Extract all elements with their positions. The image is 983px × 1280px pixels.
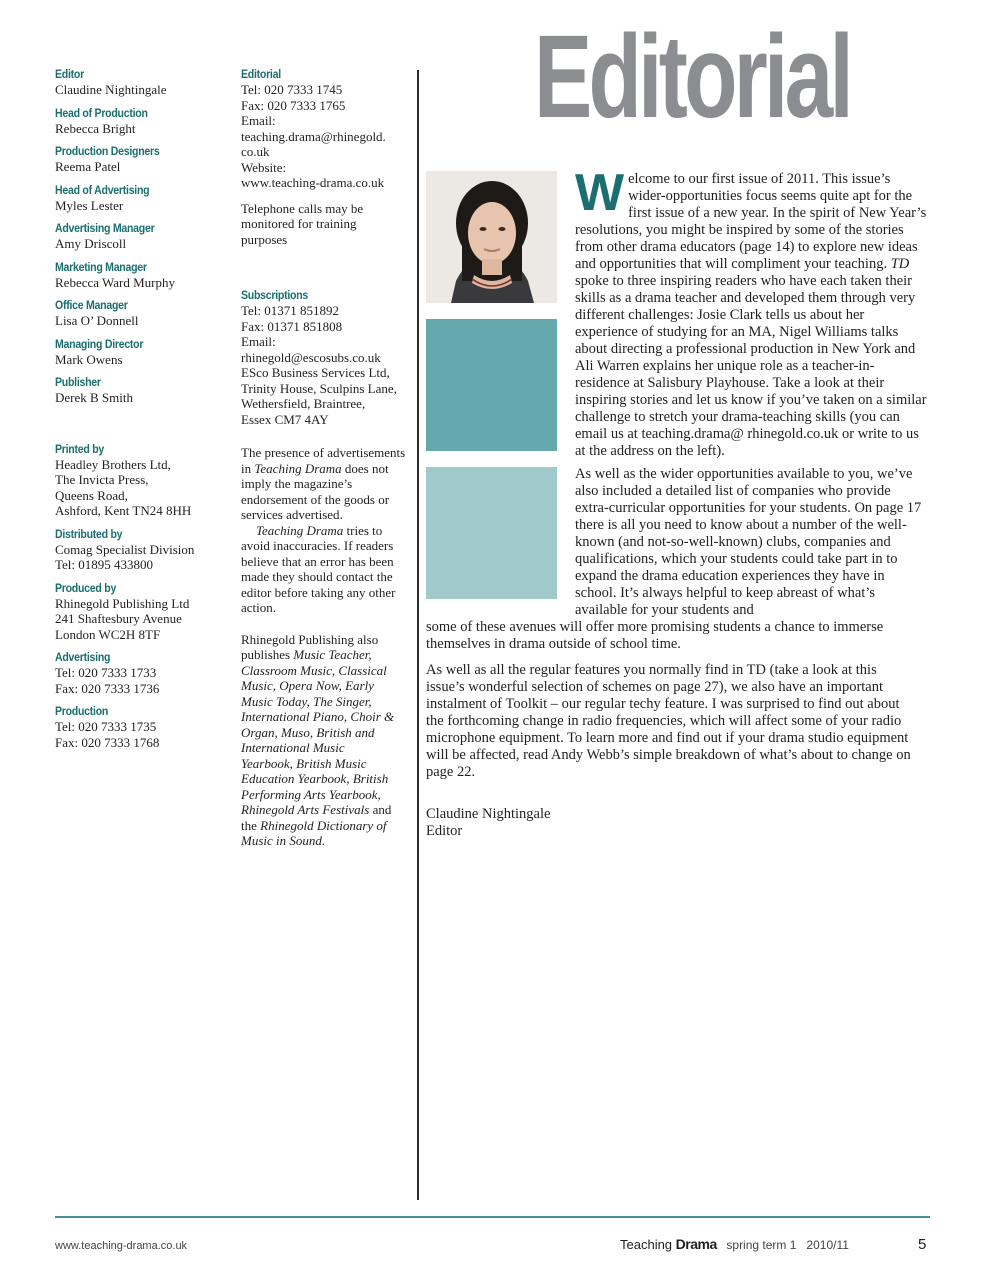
staff-entry <box>55 66 225 98</box>
signature-role: Editor <box>426 823 463 839</box>
staff-entry <box>55 182 225 214</box>
staff-column <box>55 66 225 757</box>
staff-name: Derek B Smith <box>55 390 133 405</box>
staff-name: Reema Patel <box>55 159 121 174</box>
staff-name: Myles Lester <box>55 197 124 213</box>
staff-entry <box>55 105 225 137</box>
website-link[interactable]: www.teaching-drama.co.uk <box>241 175 385 190</box>
footer-url[interactable]: www.teaching-drama.co.uk <box>55 1240 188 1252</box>
footer-term: spring term 1 2010/11 <box>726 1238 849 1252</box>
distributed-by-label: Distributed by <box>55 526 123 541</box>
page-title: Editorial <box>534 11 851 143</box>
staff-name: Mark Owens <box>55 351 123 367</box>
staff-role: Head of Advertising <box>55 182 150 197</box>
editorial-contact-lines: Tel: 020 7333 1745 Fax: 020 7333 1765 Email: teaching.drama@rhinegold. co.uk Website: www.teaching-drama.co.uk <box>241 82 411 191</box>
footer-mag-drama: Drama <box>675 1236 717 1252</box>
staff-entry <box>55 259 225 291</box>
staff-name: Amy Driscoll <box>55 236 127 251</box>
staff-role: Head of Production <box>55 105 148 120</box>
article-paragraph-1: Welcome to our first issue of 2011. This issue’s wider-opportunities focus seems quite apt for the first issue of a new year. In the spirit of New Year’s resolutions, you might be inspired by some of the stories from other drama educators (page 14) to explore new ideas and opportunities that will compliment your teaching. TD spoke to three inspiring readers who have each taken their skills as a drama teacher and developed them through very different challenges: Josie Clark tells us about her experience of studying for an MA, Nigel Williams talks about directing a professional production in New York and Ali Warren explains her unique role as a teacher-in-residence at Salisbury Playhouse. Take a look at their inspiring stories and let us know if you’ve taken on a similar challenge to stretch your drama-teaching skills (you can email us at teaching.drama@ rhinegold.co.uk or write to us at the address on the left). <box>575 164 927 459</box>
distributed-by-lines: Comag Specialist Division Tel: 01895 433800 <box>55 541 195 572</box>
printed-by-lines: Headley Brothers Ltd, The Invicta Press, Queens Road, Ashford, Kent TN24 8HH <box>55 456 192 518</box>
staff-role: Managing Director <box>55 336 144 351</box>
teal-block <box>426 319 557 451</box>
advertising-disclaimer: The presence of advertisements in Teaching Drama does not imply the magazine’s endorsement of the goods or services advertised. <box>241 445 406 522</box>
production-label: Production <box>55 704 109 718</box>
production-lines: Tel: 020 7333 1735 Fax: 020 7333 1768 <box>55 719 160 750</box>
article-paragraph-2-continued: some of these avenues will offer more promising students a chance to immerse themselves in drama outside of school time. <box>426 619 884 652</box>
printed-by-label: Printed by <box>55 441 105 456</box>
staff-entry <box>55 220 225 252</box>
accuracy-disclaimer: Teaching Drama tries to avoid inaccuracies. If readers believe that an error has been made they should contact the editor before taking any other action. <box>241 522 396 615</box>
publications-list: Rhinegold Publishing also publishes Music Teacher, Classroom Music, Classical Music, Opera Now, Early Music Today, The Singer, International Piano, Choir & Organ, Muso, British and International Music Yearbook, British Music Education Yearbook, British Performing Arts Yearbook, Rhinegold Arts Festivals and the Rhinegold Dictionary of Music in Sound. <box>241 631 395 848</box>
subscriptions-label: Subscriptions <box>241 288 308 302</box>
produced-by-lines: Rhinegold Publishing Ltd 241 Shaftesbury Avenue London WC2H 8TF <box>55 595 190 642</box>
distributed-by <box>55 526 225 573</box>
signature <box>426 806 726 840</box>
editorial-contact-label: Editorial <box>241 67 281 81</box>
article-paragraph-2: As well as the wider opportunities available to you, we’ve also included a detailed list of companies who provide extra-curricular opportunities for your students. On page 17 there is all you need to know about a number of the well-known (and not-so-well-known) clubs, companies and qualifications, which your students could take part in to expand the drama education experiences they have in school. It’s always helpful to keep abreast of what’s available for your students and <box>575 466 922 618</box>
staff-entry <box>55 143 225 175</box>
editor-portrait-illustration <box>426 171 557 303</box>
staff-entry <box>55 336 225 368</box>
footer-mag-teaching: Teaching <box>620 1237 673 1252</box>
staff-role: Office Manager <box>55 298 128 312</box>
staff-role: Advertising Manager <box>55 221 155 235</box>
staff-name: Rebecca Bright <box>55 120 136 136</box>
staff-list <box>55 66 225 406</box>
advertising-contact <box>55 649 225 696</box>
article-paragraph-3: As well as all the regular features you normally find in TD (take a look at this issue’s wonderful selection of schemes on page 27), we also have an important instalment of Toolkit – our regular techy feature. I was surprised to find out about the forthcoming change in radio frequencies, which will affect some of your radio microphone equipment. To learn more and find out if your drama studio equipment will be affected, read Andy Webb’s simple breakdown of what’s about to change on page 22. <box>426 662 911 780</box>
staff-entry <box>55 297 225 329</box>
staff-role: Marketing Manager <box>55 259 147 274</box>
staff-role: Publisher <box>55 375 101 389</box>
page-number: 5 <box>918 1236 927 1253</box>
advertising-lines: Tel: 020 7333 1733 Fax: 020 7333 1736 <box>55 665 160 696</box>
drop-cap: W <box>575 164 625 222</box>
editor-photo <box>426 171 557 303</box>
staff-name: Claudine Nightingale <box>55 82 167 97</box>
production-contact <box>55 703 225 750</box>
staff-name: Lisa O’ Donnell <box>55 313 139 328</box>
light-teal-block <box>426 467 557 599</box>
subscriptions-lines: Tel: 01371 851892 Fax: 01371 851808 Email: rhinegold@escosubs.co.uk ESco Business Services Ltd, Trinity House, Sculpins Lane, Wethersfield, Braintree, Essex CM7 4AY <box>241 303 411 427</box>
produced-by <box>55 580 225 643</box>
printed-by <box>55 441 225 519</box>
subscriptions-email[interactable]: rhinegold@escosubs.co.uk <box>241 349 381 365</box>
column-divider <box>417 70 419 1200</box>
staff-name: Rebecca Ward Murphy <box>55 274 176 290</box>
telephone-note: Telephone calls may be monitored for training purposes <box>241 200 364 247</box>
signature-name: Claudine Nightingale <box>426 806 551 822</box>
staff-role: Production Designers <box>55 144 160 158</box>
produced-by-label: Produced by <box>55 580 117 595</box>
footer-rule <box>55 1216 930 1218</box>
staff-role: Editor <box>55 67 84 81</box>
staff-entry <box>55 374 225 406</box>
contact-column <box>241 66 411 849</box>
footer-magazine <box>620 1236 849 1252</box>
editorial-email[interactable]: teaching.drama@rhinegold. <box>241 128 386 144</box>
advertising-label: Advertising <box>55 650 111 664</box>
